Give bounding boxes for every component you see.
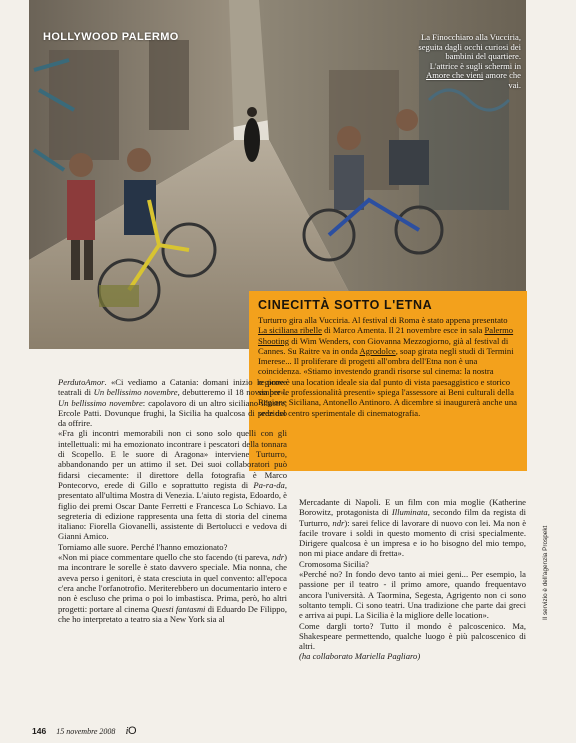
- caption-text-end: amore che vai.: [483, 70, 521, 90]
- paragraph: PerdutoAmor. «Ci vediamo a Catania: domani inizio le prove teatrali di Un bellissimo novembre, debutteremo il 18 novembre». Un bellissimo novembre: capolavoro di un altro siciliano illustre, Ercole Patti. Dovunque frughi, la Sicilia ha qualcosa di prezioso da offrire.: [58, 377, 287, 429]
- paragraph: Mercadante di Napoli. E un film con mia moglie (Katherine Borowitz, protagonista di Illuminata, secondo film da regista di Turturro, ndr): sarei felice di lavorare di nuovo con lei. Ma non è facile trovare i soldi in questo momento di crisi specialmente. Dirigere qualcosa è un impresa e io ho bisogno del mio tempo, non mi piace andare di fretta».: [299, 497, 527, 559]
- question: Torniamo alle suore. Perché l'hanno emozionato?: [58, 541, 228, 552]
- caption-text: La Finocchiaro alla Vucciria, seguita dagli occhi curiosi dei bambini del quartiere. L'attrice è sugli schermi in: [418, 32, 521, 71]
- photo-credit: Il servizio è dell'agenzia Prospekt: [542, 525, 549, 620]
- paragraph: Come dargli torto? Tutto il mondo è palcoscenico. Ma, Shakespeare permettendo, qualche luogo è più palcoscenico di altri.: [299, 620, 526, 652]
- paragraph: «Non mi piace commentare quello che sto facendo (ti pareva, ndr) ma incontrare le sorelle è stato davvero speciale. Mia nonna, che aveva perso i genitori, è stata cresciuta in quel convento: all'epoca c'era anche l'orfanotrofio. Meriterebbero un documentario intero e non è escluso che prima o poi lo imbastisca. Prima, però, ho altri progetti: portare al cinema Questi fantasmi di Eduardo De Filippo, che ho interpretato a teatro sia a New York sia al: [58, 552, 287, 624]
- sidebar-text: Turturro gira alla Vucciria. Al festival di Roma è stato appena presentato La siciliana ribelle di Marco Amenta. Il 21 novembre esce in sala Palermo Shooting di Wim Wenders, con Giovanna Mezzogiorno, già al festival di Cannes. Su Raitre va in onda Agrodolce, soap girata negli studi di Termini Imerese... Il proliferare di progetti all'ombra dell'Etna non è una coincidenza. «Stiamo investendo grandi risorse sul cinema: la nostra regione è una location ideale sia dal punto di vista paesaggistico e storico sia per le professionalità presenti» spiega l'assessore ai Beni culturali della Regione Siciliana, Antonello Antinoro. A dicembre si inaugurerà anche una sede del centro sperimentale di cinematografia.: [258, 315, 517, 418]
- paragraph: «Fra gli incontri memorabili non ci sono solo quelli con gli intellettuali: mi ha emozionato incontrare i pescatori della tonnara di Scopello. E le suore di Aragona» interviene Turturro, abbandonando per un attimo il set. Dei suoi collaboratori può fidarsi ciecamente: il direttore della fotografia è Marco Pontecorvo, erede di Gillo e soprattutto regista di Pa-ra-da, presentato all'ultima Mostra di Venezia. L'aiuto regista, Edoardo, è figlio dei premi Oscar Dante Ferretti e Francesca Lo Schiavo. La segreteria di edizione rappresenta una fetta di storia del cinema italiano: Fiorella Giovanelli, assistente di Bertolucci e vedova di Gianni Amico.: [58, 428, 287, 542]
- page-number: 146: [32, 726, 47, 736]
- article-column-1: [58, 377, 287, 624]
- section-tag: HOLLYWOOD PALERMO: [43, 31, 179, 43]
- paragraph: «Perché no? In fondo devo tanto ai miei geni... Per esempio, la passione per il teatro - il primo amore, quando frequentavo ancora l'università. A Taormina, Segesta, Agrigento non ci sono soltanto templi. Ci sono teatri. Una tradizione che parte dai greci e arriva ai pupi. La Sicilia è la migliore delle location».: [299, 569, 526, 621]
- question: Cromosoma Sicilia?: [299, 558, 369, 569]
- photo-caption: [415, 33, 521, 91]
- article-column-2: [299, 497, 526, 662]
- magazine-logo: iO: [125, 725, 137, 737]
- caption-film-title: Amore che vieni: [426, 70, 484, 81]
- film-title: La siciliana ribelle: [258, 325, 322, 336]
- issue-date: 15 novembre 2008: [56, 727, 116, 736]
- page-footer: [32, 725, 136, 737]
- contributor-note: (ha collaborato Mariella Pagliaro): [299, 651, 421, 662]
- sidebar-title: CINECITTÀ SOTTO L'ETNA: [258, 298, 433, 312]
- show-title: Agrodolce: [359, 345, 396, 356]
- film-title: Palermo Shooting: [258, 325, 514, 346]
- sidebar-box: [249, 291, 527, 471]
